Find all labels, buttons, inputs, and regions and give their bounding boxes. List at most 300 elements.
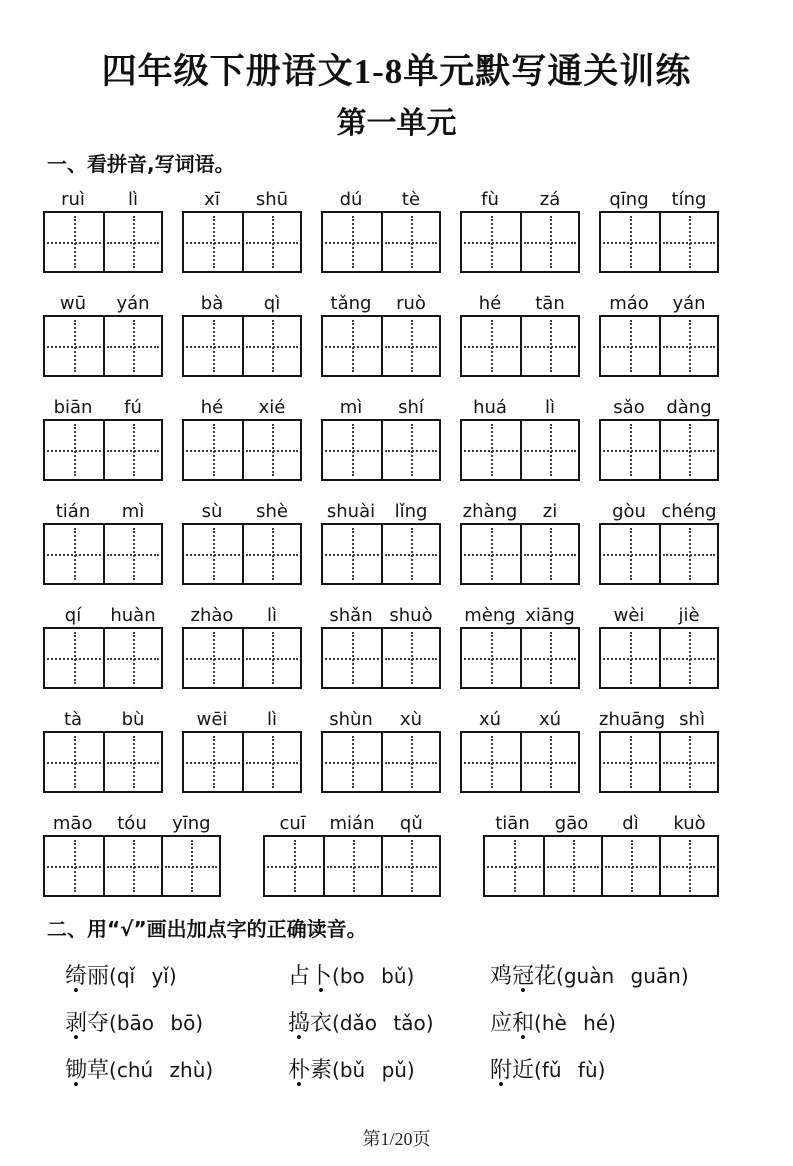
- cell-horizontal-guide-line: [524, 242, 576, 244]
- quiz-pronunciation-options: (guàn guān): [556, 964, 689, 988]
- quiz-word: [288, 1057, 332, 1082]
- writing-box-group: [483, 835, 719, 897]
- writing-box-group: [43, 523, 163, 585]
- quiz-word: [490, 1010, 534, 1035]
- quiz-item: [490, 960, 793, 992]
- pinyin-syllable: kuò: [673, 813, 706, 834]
- writing-box-group: [43, 627, 163, 689]
- cell-horizontal-guide-line: [325, 554, 379, 556]
- tianzige-cell: [520, 421, 578, 479]
- cell-horizontal-guide-line: [165, 866, 217, 868]
- pinyin-syllable: lǐng: [394, 501, 428, 522]
- tianzige-cell: [462, 525, 520, 583]
- pinyin-syllable: tíng: [671, 189, 707, 210]
- pinyin-word-group: [321, 497, 441, 585]
- pinyin-syllable-labels: [43, 497, 163, 522]
- pinyin-syllable-labels: [599, 185, 719, 210]
- pinyin-syllable-labels: [321, 393, 441, 418]
- quiz-item: [490, 1054, 793, 1086]
- cell-horizontal-guide-line: [47, 346, 101, 348]
- cell-horizontal-guide-line: [186, 554, 240, 556]
- cell-horizontal-guide-line: [267, 866, 321, 868]
- writing-box-group: [599, 419, 719, 481]
- writing-box-group: [321, 627, 441, 689]
- pinyin-syllable: lì: [544, 397, 555, 418]
- pinyin-word-group: [599, 705, 719, 793]
- tianzige-cell: [323, 213, 381, 271]
- pinyin-syllable: lì: [266, 605, 277, 626]
- cell-horizontal-guide-line: [246, 658, 298, 660]
- pinyin-syllable-labels: [182, 497, 302, 522]
- pinyin-syllable: gòu: [612, 501, 646, 522]
- tianzige-cell: [45, 525, 103, 583]
- quiz-dotted-char: 绮: [65, 963, 88, 988]
- cell-horizontal-guide-line: [603, 346, 657, 348]
- cell-horizontal-guide-line: [107, 762, 159, 764]
- cell-horizontal-guide-line: [47, 242, 101, 244]
- pinyin-word-group: [182, 289, 302, 377]
- cell-horizontal-guide-line: [186, 450, 240, 452]
- writing-box-group: [321, 419, 441, 481]
- pinyin-syllable-labels: [321, 497, 441, 522]
- tianzige-cell: [381, 421, 439, 479]
- tianzige-cell: [520, 317, 578, 375]
- quiz-char: 应: [490, 1010, 513, 1035]
- cell-horizontal-guide-line: [603, 242, 657, 244]
- tianzige-cell: [242, 629, 300, 687]
- section2-heading: 二、用“√”画出加点字的正确读音。: [47, 917, 367, 941]
- pinyin-syllable: huàn: [110, 605, 156, 626]
- cell-horizontal-guide-line: [605, 866, 657, 868]
- pinyin-syllable: shuò: [389, 605, 433, 626]
- pinyin-syllable: zi: [542, 501, 558, 522]
- pinyin-syllable: shè: [256, 501, 288, 522]
- cell-horizontal-guide-line: [186, 658, 240, 660]
- tianzige-cell: [601, 733, 659, 791]
- tianzige-cell: [601, 421, 659, 479]
- pinyin-syllable: mèng: [464, 605, 516, 626]
- cell-horizontal-guide-line: [107, 242, 159, 244]
- cell-horizontal-guide-line: [603, 762, 657, 764]
- pinyin-syllable: xù: [399, 709, 423, 730]
- tianzige-cell: [381, 317, 439, 375]
- quiz-char: 花: [534, 963, 557, 988]
- cell-horizontal-guide-line: [663, 554, 715, 556]
- tianzige-cell: [543, 837, 601, 895]
- pinyin-syllable: jiè: [678, 605, 700, 626]
- tianzige-cell: [323, 421, 381, 479]
- pinyin-syllable-labels: [43, 289, 163, 314]
- tianzige-cell: [103, 629, 161, 687]
- tianzige-cell: [659, 629, 717, 687]
- tianzige-cell: [601, 837, 659, 895]
- quiz-pronunciation-options: (dǎo tǎo): [332, 1011, 434, 1035]
- pinyin-word-group: [182, 601, 302, 689]
- quiz-pronunciation-options: (chú zhù): [109, 1058, 214, 1082]
- quiz-char: 素: [310, 1057, 333, 1082]
- writing-box-group: [599, 731, 719, 793]
- pinyin-syllable: fù: [481, 189, 499, 210]
- cell-horizontal-guide-line: [47, 450, 101, 452]
- quiz-item: [490, 1007, 793, 1039]
- pinyin-syllable: mì: [339, 397, 363, 418]
- pinyin-syllable: huá: [473, 397, 507, 418]
- cell-horizontal-guide-line: [246, 242, 298, 244]
- writing-box-group: [43, 315, 163, 377]
- pinyin-syllable: zhuāng: [599, 709, 666, 730]
- cell-horizontal-guide-line: [663, 346, 715, 348]
- pinyin-syllable: dú: [339, 189, 363, 210]
- tianzige-cell: [45, 733, 103, 791]
- pinyin-word-group: [460, 185, 580, 273]
- quiz-char: 衣: [310, 1010, 333, 1035]
- cell-horizontal-guide-line: [325, 242, 379, 244]
- writing-box-group: [460, 211, 580, 273]
- tianzige-cell: [184, 213, 242, 271]
- pinyin-row: [43, 289, 719, 377]
- cell-horizontal-guide-line: [487, 866, 541, 868]
- tianzige-cell: [659, 525, 717, 583]
- tianzige-cell: [184, 525, 242, 583]
- pinyin-syllable-labels: [460, 705, 580, 730]
- pinyin-word-group: [43, 289, 163, 377]
- pinyin-word-group: [321, 289, 441, 377]
- tianzige-cell: [323, 733, 381, 791]
- pinyin-syllable-labels: [599, 393, 719, 418]
- cell-horizontal-guide-line: [524, 554, 576, 556]
- pinyin-word-group: [43, 185, 163, 273]
- pinyin-syllable: hé: [478, 293, 502, 314]
- pinyin-word-group: [483, 809, 719, 897]
- pinyin-syllable: dì: [622, 813, 639, 834]
- tianzige-cell: [462, 317, 520, 375]
- pinyin-syllable-labels: [182, 601, 302, 626]
- cell-horizontal-guide-line: [186, 242, 240, 244]
- cell-horizontal-guide-line: [603, 450, 657, 452]
- pinyin-word-group: [43, 601, 163, 689]
- cell-horizontal-guide-line: [385, 242, 437, 244]
- pinyin-syllable-labels: [263, 809, 441, 834]
- tianzige-cell: [520, 733, 578, 791]
- pinyin-syllable-labels: [599, 497, 719, 522]
- cell-horizontal-guide-line: [186, 346, 240, 348]
- pinyin-word-group: [321, 393, 441, 481]
- cell-horizontal-guide-line: [603, 554, 657, 556]
- tianzige-cell: [520, 629, 578, 687]
- quiz-char: 鸡: [490, 963, 513, 988]
- pinyin-word-group: [182, 393, 302, 481]
- pinyin-syllable-labels: [460, 497, 580, 522]
- tianzige-cell: [45, 317, 103, 375]
- pinyin-word-group: [321, 601, 441, 689]
- quiz-item: [288, 1007, 490, 1039]
- writing-box-group: [182, 211, 302, 273]
- pinyin-word-group: [321, 185, 441, 273]
- pinyin-syllable: shuài: [326, 501, 376, 522]
- pinyin-word-group: [43, 705, 163, 793]
- cell-horizontal-guide-line: [107, 658, 159, 660]
- cell-horizontal-guide-line: [464, 346, 518, 348]
- writing-box-group: [460, 523, 580, 585]
- writing-box-group: [460, 627, 580, 689]
- pinyin-syllable-labels: [182, 289, 302, 314]
- cell-horizontal-guide-line: [385, 554, 437, 556]
- pinyin-syllable: gāo: [554, 813, 589, 834]
- cell-horizontal-guide-line: [464, 658, 518, 660]
- cell-horizontal-guide-line: [47, 762, 101, 764]
- pinyin-syllable: shū: [255, 189, 289, 210]
- section1-heading: 一、看拼音,写词语。: [47, 152, 235, 176]
- page-title: 四年级下册语文1-8单元默写通关训练: [101, 52, 692, 91]
- cell-horizontal-guide-line: [246, 346, 298, 348]
- pinyin-word-group: [460, 289, 580, 377]
- pinyin-word-group: [460, 601, 580, 689]
- tianzige-cell: [242, 525, 300, 583]
- pinyin-syllable: lì: [266, 709, 277, 730]
- quiz-dotted-char: 附: [490, 1057, 513, 1082]
- tianzige-cell: [103, 317, 161, 375]
- writing-box-group: [182, 419, 302, 481]
- pinyin-syllable: xié: [258, 397, 286, 418]
- tianzige-cell: [601, 629, 659, 687]
- pinyin-syllable-labels: [599, 289, 719, 314]
- pinyin-word-group: [460, 497, 580, 585]
- pinyin-word-group: [182, 705, 302, 793]
- pinyin-syllable: cuī: [279, 813, 306, 834]
- pinyin-row: [43, 601, 719, 689]
- pinyin-syllable: zhàng: [462, 501, 518, 522]
- quiz-pronunciation-options: (hè hé): [534, 1011, 616, 1035]
- quiz-dotted-char: 冠: [512, 963, 535, 988]
- pinyin-word-group: [43, 393, 163, 481]
- tianzige-cell: [659, 421, 717, 479]
- quiz-char: 草: [87, 1057, 110, 1082]
- cell-horizontal-guide-line: [107, 450, 159, 452]
- writing-box-group: [182, 731, 302, 793]
- writing-box-group: [43, 731, 163, 793]
- pinyin-syllable: zá: [539, 189, 561, 210]
- quiz-dotted-char: 剥: [65, 1010, 88, 1035]
- pinyin-syllable: shǎn: [329, 605, 373, 626]
- pinyin-syllable: wèi: [613, 605, 645, 626]
- writing-box-group: [263, 835, 441, 897]
- pinyin-word-group: [43, 809, 221, 897]
- pinyin-syllable: yán: [116, 293, 150, 314]
- tianzige-cell: [601, 213, 659, 271]
- pinyin-syllable: fú: [124, 397, 142, 418]
- pinyin-word-group: [182, 497, 302, 585]
- pinyin-syllable: xiāng: [525, 605, 575, 626]
- quiz-dotted-char: 卜: [310, 963, 333, 988]
- pinyin-syllable: sǎo: [613, 397, 645, 418]
- pinyin-word-group: [321, 705, 441, 793]
- pinyin-word-group: [599, 393, 719, 481]
- quiz-word: [490, 1057, 534, 1082]
- quiz-pronunciation-options: (bo bǔ): [332, 964, 415, 988]
- cell-horizontal-guide-line: [325, 762, 379, 764]
- tianzige-cell: [659, 733, 717, 791]
- tianzige-cell: [659, 213, 717, 271]
- tianzige-cell: [161, 837, 219, 895]
- writing-box-group: [460, 315, 580, 377]
- pinyin-row: [43, 809, 719, 897]
- quiz-item: [288, 960, 490, 992]
- writing-box-group: [43, 835, 221, 897]
- tianzige-cell: [184, 421, 242, 479]
- cell-horizontal-guide-line: [325, 658, 379, 660]
- cell-horizontal-guide-line: [47, 866, 101, 868]
- quiz-item: [65, 1007, 288, 1039]
- pinyin-word-group: [599, 185, 719, 273]
- tianzige-cell: [323, 629, 381, 687]
- quiz-word: [65, 1010, 109, 1035]
- quiz-item: [65, 960, 288, 992]
- cell-horizontal-guide-line: [186, 762, 240, 764]
- pinyin-syllable-labels: [321, 601, 441, 626]
- cell-horizontal-guide-line: [663, 658, 715, 660]
- pinyin-row: [43, 393, 719, 481]
- pinyin-word-group: [460, 705, 580, 793]
- pinyin-word-group: [599, 601, 719, 689]
- pinyin-syllable: qí: [64, 605, 82, 626]
- pinyin-syllable: máo: [609, 293, 649, 314]
- pinyin-syllable: tiān: [495, 813, 530, 834]
- pinyin-syllable: shí: [398, 397, 424, 418]
- cell-horizontal-guide-line: [663, 762, 715, 764]
- pinyin-syllable: xú: [538, 709, 562, 730]
- writing-box-group: [43, 211, 163, 273]
- cell-horizontal-guide-line: [464, 554, 518, 556]
- pinyin-syllable-labels: [43, 185, 163, 210]
- pinyin-syllable: tián: [55, 501, 91, 522]
- pinyin-word-group: [599, 289, 719, 377]
- cell-horizontal-guide-line: [524, 658, 576, 660]
- quiz-word: [288, 963, 332, 988]
- cell-horizontal-guide-line: [246, 554, 298, 556]
- cell-horizontal-guide-line: [524, 450, 576, 452]
- cell-horizontal-guide-line: [385, 658, 437, 660]
- quiz-pronunciation-options: (bǔ pǔ): [332, 1058, 415, 1082]
- pinyin-syllable: chéng: [661, 501, 717, 522]
- tianzige-cell: [103, 213, 161, 271]
- pinyin-row: [43, 705, 719, 793]
- pinyin-syllable: biān: [53, 397, 93, 418]
- tianzige-cell: [323, 837, 381, 895]
- pinyin-syllable: tóu: [117, 813, 147, 834]
- pinyin-syllable: yán: [672, 293, 706, 314]
- writing-box-group: [321, 523, 441, 585]
- pinyin-word-group: [182, 185, 302, 273]
- cell-horizontal-guide-line: [663, 242, 715, 244]
- pinyin-syllable: yīng: [172, 813, 211, 834]
- pinyin-syllable: mì: [121, 501, 145, 522]
- pinyin-syllable: tǎng: [330, 293, 372, 314]
- pinyin-syllable: lì: [127, 189, 138, 210]
- tianzige-cell: [45, 421, 103, 479]
- pinyin-syllable-labels: [182, 705, 302, 730]
- quiz-dotted-char: 朴: [288, 1057, 311, 1082]
- cell-horizontal-guide-line: [246, 450, 298, 452]
- tianzige-cell: [323, 525, 381, 583]
- pinyin-word-group: [263, 809, 441, 897]
- cell-horizontal-guide-line: [603, 658, 657, 660]
- pinyin-syllable: hé: [200, 397, 224, 418]
- tianzige-cell: [103, 525, 161, 583]
- pinyin-syllable-labels: [321, 705, 441, 730]
- pinyin-syllable-labels: [599, 705, 719, 730]
- writing-box-group: [182, 315, 302, 377]
- quiz-word: [65, 1057, 109, 1082]
- tianzige-cell: [45, 213, 103, 271]
- pinyin-syllable: tān: [535, 293, 565, 314]
- pinyin-syllable: sù: [201, 501, 223, 522]
- quiz-char: 丽: [87, 963, 110, 988]
- writing-box-group: [460, 731, 580, 793]
- pinyin-syllable: ruò: [396, 293, 426, 314]
- writing-box-group: [321, 315, 441, 377]
- pinyin-syllable-labels: [43, 809, 221, 834]
- tianzige-cell: [659, 317, 717, 375]
- pinyin-syllable: māo: [52, 813, 93, 834]
- tianzige-cell: [659, 837, 717, 895]
- tianzige-cell: [184, 733, 242, 791]
- pinyin-syllable-labels: [321, 289, 441, 314]
- quiz-word: [65, 963, 109, 988]
- pinyin-syllable-labels: [460, 601, 580, 626]
- pinyin-word-group: [43, 497, 163, 585]
- pinyin-syllable-labels: [182, 393, 302, 418]
- pinyin-syllable: shì: [679, 709, 705, 730]
- tianzige-cell: [323, 317, 381, 375]
- quiz-dotted-char: 和: [512, 1010, 535, 1035]
- pinyin-syllable: wēi: [196, 709, 228, 730]
- cell-horizontal-guide-line: [385, 450, 437, 452]
- writing-box-group: [182, 627, 302, 689]
- cell-horizontal-guide-line: [107, 554, 159, 556]
- tianzige-cell: [381, 213, 439, 271]
- cell-horizontal-guide-line: [47, 554, 101, 556]
- pinyin-syllable: shùn: [329, 709, 373, 730]
- writing-box-group: [599, 523, 719, 585]
- tianzige-cell: [103, 733, 161, 791]
- pinyin-word-group: [460, 393, 580, 481]
- pinyin-syllable: bù: [121, 709, 145, 730]
- pinyin-syllable: zhào: [190, 605, 234, 626]
- tianzige-cell: [242, 213, 300, 271]
- pinyin-syllable: qīng: [609, 189, 649, 210]
- pinyin-syllable: xú: [478, 709, 502, 730]
- tianzige-cell: [601, 525, 659, 583]
- tianzige-cell: [485, 837, 543, 895]
- tianzige-cell: [381, 629, 439, 687]
- writing-box-group: [43, 419, 163, 481]
- quiz-pronunciation-options: (fǔ fù): [534, 1058, 606, 1082]
- quiz-char: 夺: [87, 1010, 110, 1035]
- pinyin-syllable: ruì: [61, 189, 85, 210]
- quiz-dotted-char: 捣: [288, 1010, 311, 1035]
- tianzige-cell: [45, 837, 103, 895]
- pinyin-syllable: tè: [401, 189, 421, 210]
- tianzige-cell: [462, 733, 520, 791]
- cell-horizontal-guide-line: [107, 866, 159, 868]
- quiz-item: [65, 1054, 288, 1086]
- tianzige-cell: [462, 421, 520, 479]
- pinyin-syllable: bà: [200, 293, 224, 314]
- cell-horizontal-guide-line: [464, 242, 518, 244]
- tianzige-cell: [45, 629, 103, 687]
- unit-subtitle: 第一单元: [336, 107, 457, 140]
- quiz-dotted-char: 锄: [65, 1057, 88, 1082]
